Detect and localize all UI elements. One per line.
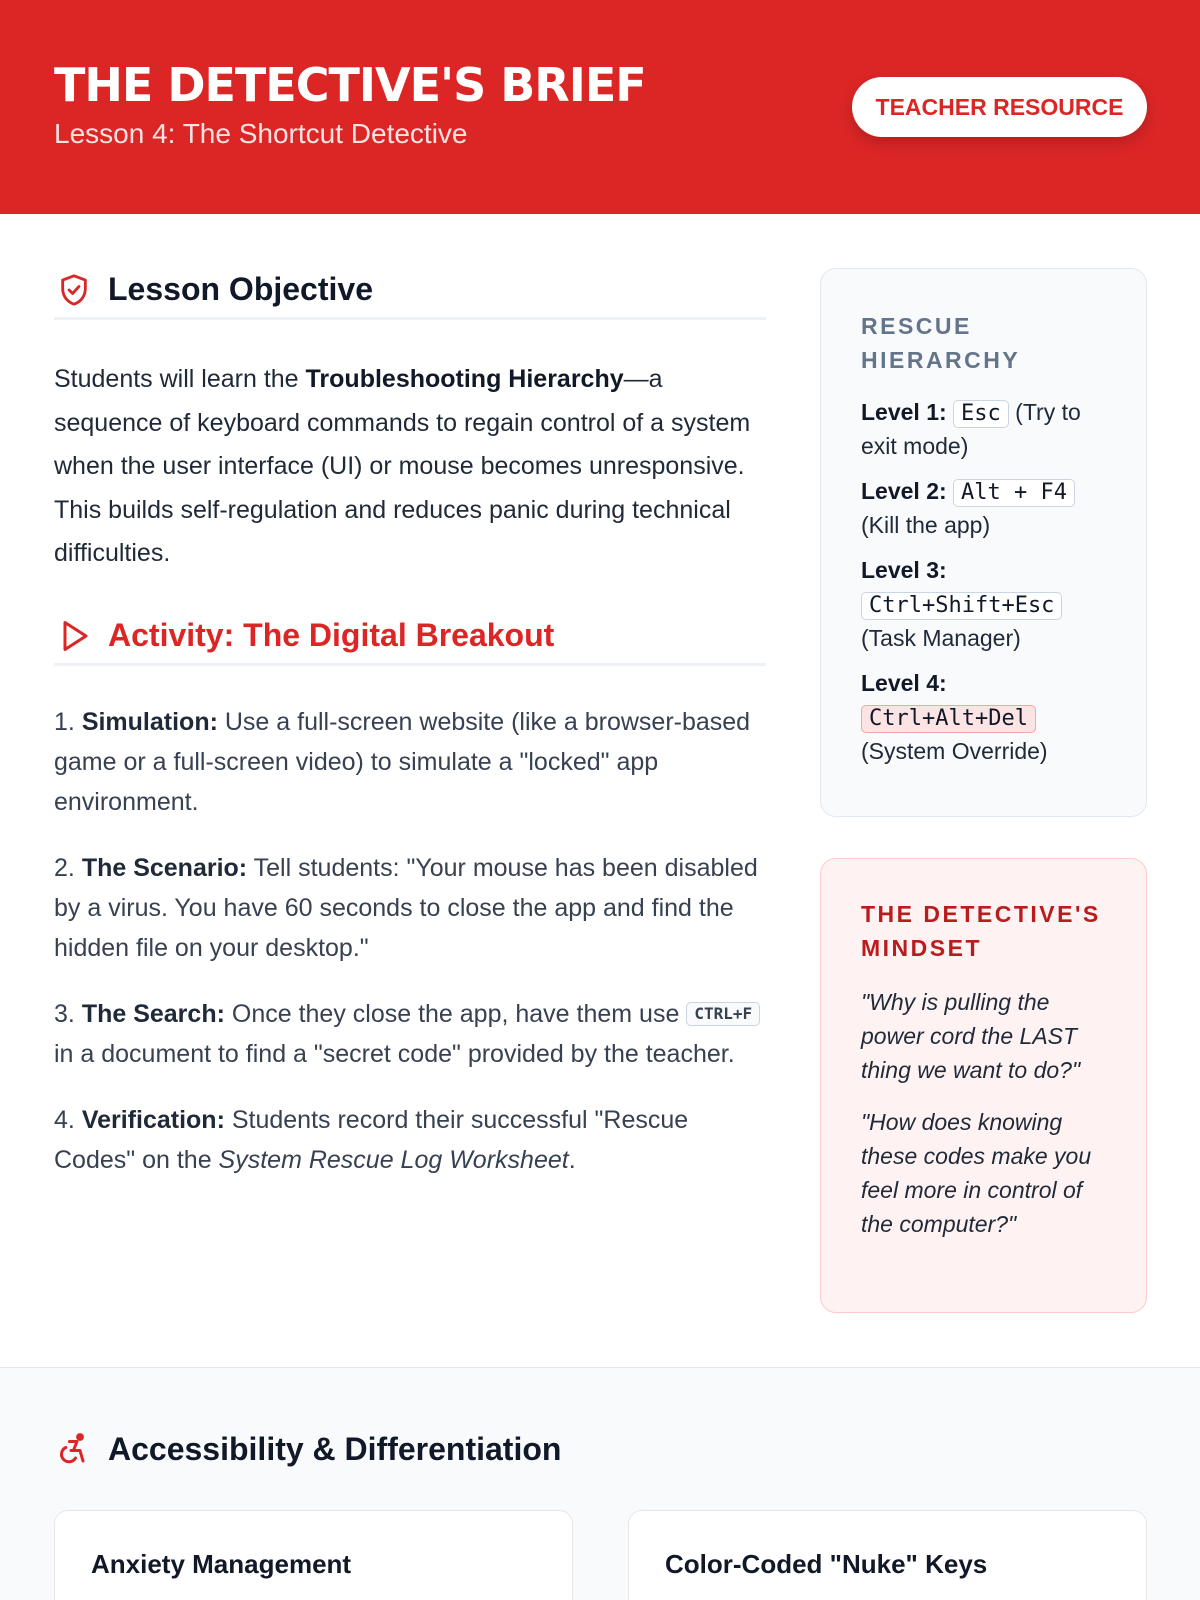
rescue-level-1: Level 1: Esc (Try to exit mode) [861,399,1081,459]
anxiety-management-card [54,1510,573,1600]
accessibility-heading-row [54,1420,766,1478]
teacher-resource-badge[interactable]: TEACHER RESOURCE [852,77,1147,137]
activity-heading-row [54,608,766,666]
shield-check-icon [54,270,94,310]
ctrl-alt-del-key: Ctrl+Alt+Del [861,705,1036,733]
accessibility-icon [54,1429,94,1469]
detectives-mindset-card [820,858,1147,1313]
page-title: THE DETECTIVE'S BRIEF [54,58,646,112]
worksheet-title: System Rescue Log Worksheet [218,1146,569,1174]
ctrl-shift-esc-key: Ctrl+Shift+Esc [861,592,1062,620]
rescue-level-4: Level 4: Ctrl+Alt+Del (System Override) [861,670,1048,764]
rescue-level-2: Level 2: Alt + F4 (Kill the app) [861,474,1121,542]
lesson-subtitle: Lesson 4: The Shortcut Detective [54,118,468,149]
anxiety-management-title: Anxiety Management [91,1549,352,1579]
rescue-hierarchy-title: RESCUE HIERARCHY [861,313,1021,373]
page-header [0,0,1200,214]
mindset-quote: "Why is pulling the power cord the LAST thing we want to do?" [861,989,1081,1083]
ctrl-f-key: CTRL+F [686,1002,760,1026]
rescue-level-3: Level 3: Ctrl+Shift+Esc (Task Manager) [861,553,1121,655]
objective-heading-row [54,262,766,320]
list-item: 1. Simulation: Use a full-screen website (like a browser-based game or a full-screen video) to simulate a "locked" app environment. [54,708,751,816]
activity-heading: Activity: The Digital Breakout [108,617,555,653]
list-item: 2. The Scenario: Tell students: "Your mouse has been disabled by a virus. You have 60 seconds to close the app and find the hidden file on your desktop." [54,854,758,962]
accessibility-heading: Accessibility & Differentiation [108,1430,562,1467]
list-item: 3. The Search: Once they close the app, have them use CTRL+F in a document to find a "secret code" provided by the teacher. [54,994,766,1074]
objective-heading: Lesson Objective [108,271,373,307]
esc-key: Esc [953,400,1009,428]
rescue-hierarchy-card [820,268,1147,817]
list-item: 4. Verification: Students record their successful "Rescue Codes" on the System Rescue Log Worksheet. [54,1106,689,1174]
color-coded-keys-card [628,1510,1147,1600]
accessibility-section [0,1367,1200,1600]
mindset-quote: "How does knowing these codes make you feel more in control of the computer?" [861,1109,1092,1237]
activity-steps [54,702,766,1206]
color-coded-keys-title: Color-Coded "Nuke" Keys [665,1549,988,1579]
objective-text: Students will learn the Troubleshooting Hierarchy—a sequence of keyboard commands to regain control of a system when the user interface (UI) or mouse becomes unresponsive. This builds self-regulation and reduces panic during technical difficulties. [54,365,751,567]
mindset-title: THE DETECTIVE'S MINDSET [861,901,1101,961]
alt-f4-key: Alt + F4 [953,479,1075,507]
play-icon [54,616,94,656]
